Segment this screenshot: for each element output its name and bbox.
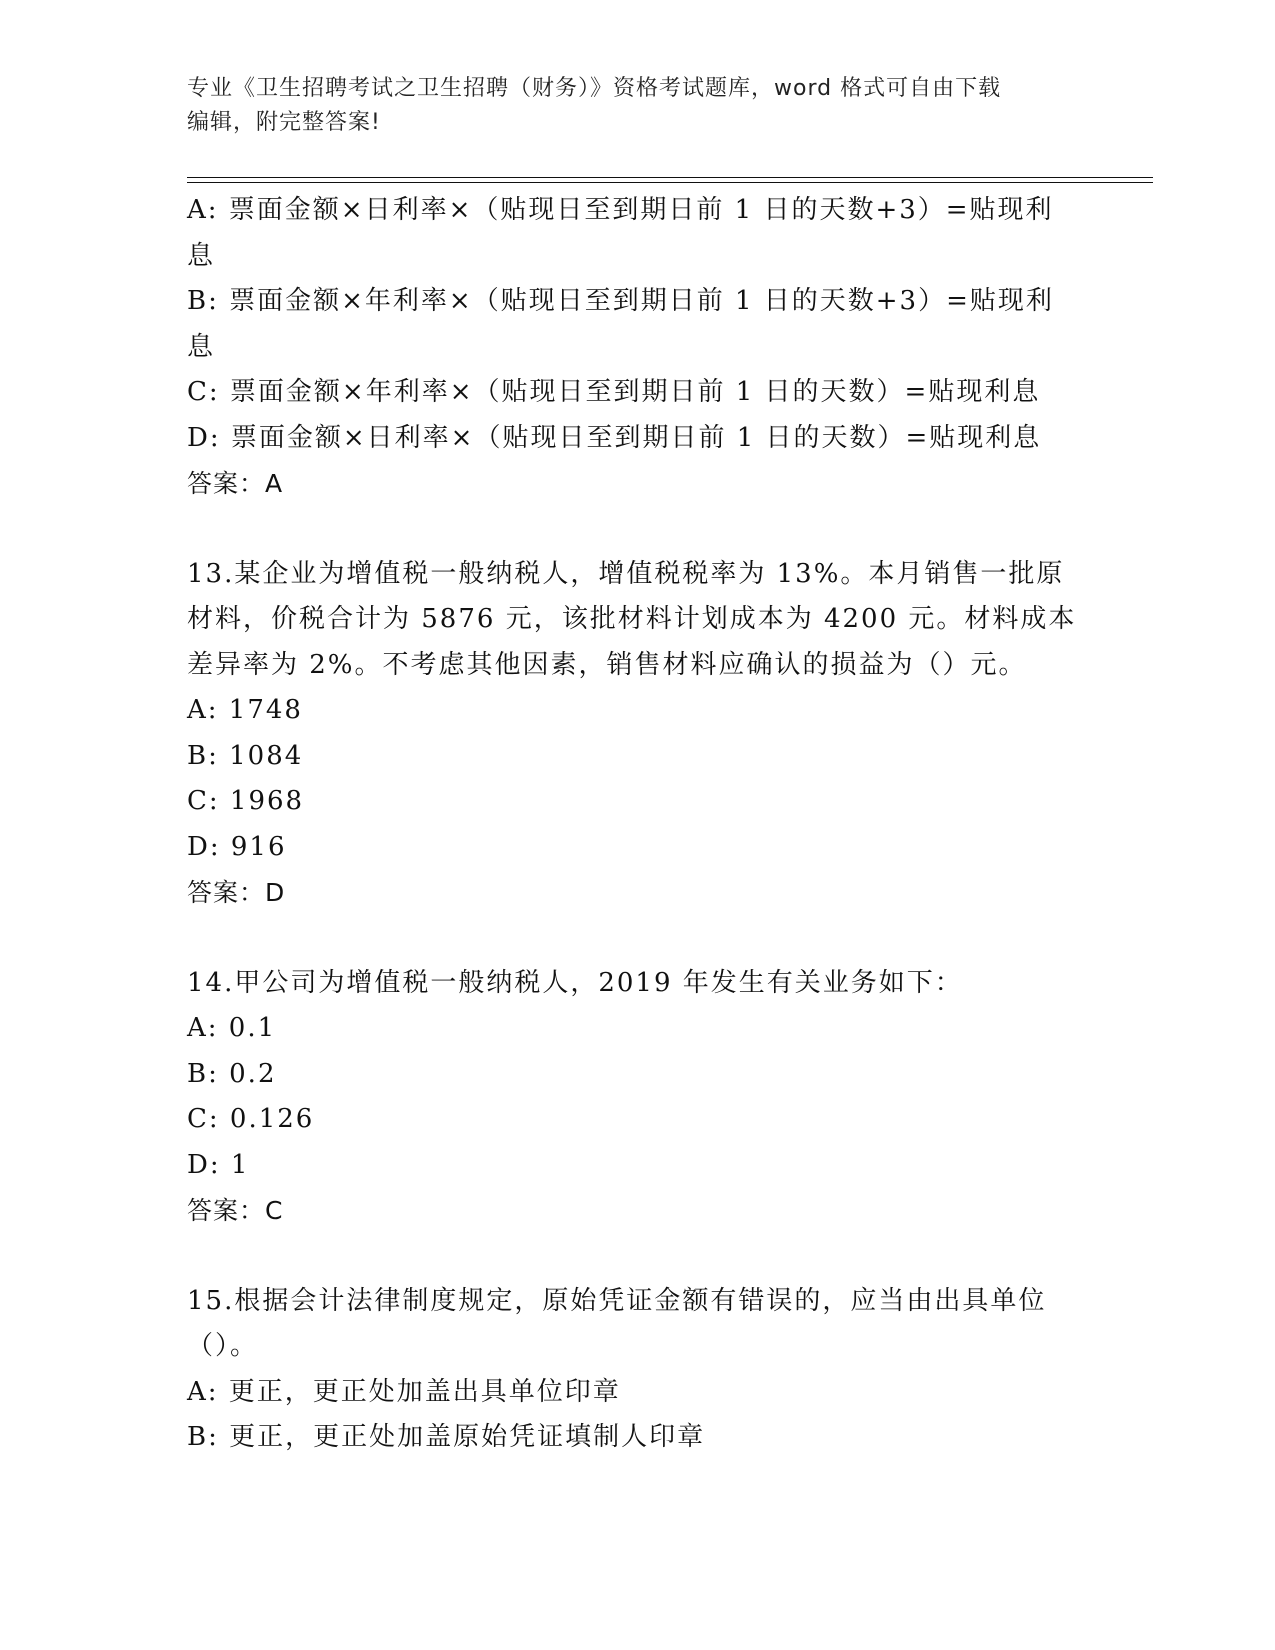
question-13 — [187, 552, 1087, 916]
option-d: D: 1 — [187, 1149, 250, 1180]
spacer — [187, 1234, 1087, 1279]
answer: 答案：C — [187, 1196, 284, 1225]
question-stem-line-2: 材料，价税合计为 5876 元，该批材料计划成本为 4200 元。材料成本 — [187, 604, 1077, 634]
document-header — [187, 72, 1067, 140]
option-d: D: 916 — [187, 831, 287, 862]
spacer — [187, 507, 1087, 552]
header-line-2: 编辑，附完整答案! — [187, 110, 381, 135]
option-a: A: 更正，更正处加盖出具单位印章 — [187, 1376, 621, 1407]
option-b: B: 1084 — [187, 740, 304, 771]
question-15 — [187, 1279, 1087, 1461]
option-c: C: 票面金额×年利率×（贴现日至到期日前 1 日的天数）=贴现利息 — [187, 377, 1041, 407]
option-a-line-2: 息 — [187, 240, 216, 271]
option-a-line-1: A: 票面金额×日利率×（贴现日至到期日前 1 日的天数+3）=贴现利 — [187, 195, 1054, 225]
question-stem-line-3: 差异率为 2%。不考虑其他因素，销售材料应确认的损益为（）元。 — [187, 649, 1027, 680]
option-b: B: 更正，更正处加盖原始凭证填制人印章 — [187, 1422, 706, 1452]
question-stem-line-1: 15.根据会计法律制度规定，原始凭证金额有错误的，应当由出具单位 — [187, 1285, 1047, 1316]
question-14 — [187, 961, 1087, 1234]
option-b: B: 0.2 — [187, 1058, 277, 1089]
spacer — [187, 916, 1087, 961]
question-stem-line-2: （）。 — [187, 1331, 259, 1361]
question-12 — [187, 188, 1087, 507]
option-b-line-2: 息 — [187, 331, 216, 362]
header-divider-top — [187, 177, 1153, 178]
option-c: C: 1968 — [187, 786, 305, 816]
option-b-line-1: B: 票面金额×年利率×（贴现日至到期日前 1 日的天数+3）=贴现利 — [187, 286, 1054, 316]
answer: 答案：D — [187, 878, 286, 907]
option-d: D: 票面金额×日利率×（贴现日至到期日前 1 日的天数）=贴现利息 — [187, 422, 1042, 453]
question-stem-line-1: 13.某企业为增值税一般纳税人，增值税税率为 13%。本月销售一批原 — [187, 558, 1065, 589]
header-line-1: 专业《卫生招聘考试之卫生招聘（财务）》资格考试题库，word 格式可自由下载 — [187, 76, 1002, 101]
option-c: C: 0.126 — [187, 1104, 315, 1134]
option-a: A: 1748 — [187, 695, 303, 725]
question-list — [187, 188, 1087, 1461]
header-divider-bottom — [187, 182, 1153, 183]
option-a: A: 0.1 — [187, 1013, 277, 1043]
answer: 答案：A — [187, 469, 284, 498]
question-stem-line-1: 14.甲公司为增值税一般纳税人，2019 年发生有关业务如下： — [187, 967, 963, 998]
